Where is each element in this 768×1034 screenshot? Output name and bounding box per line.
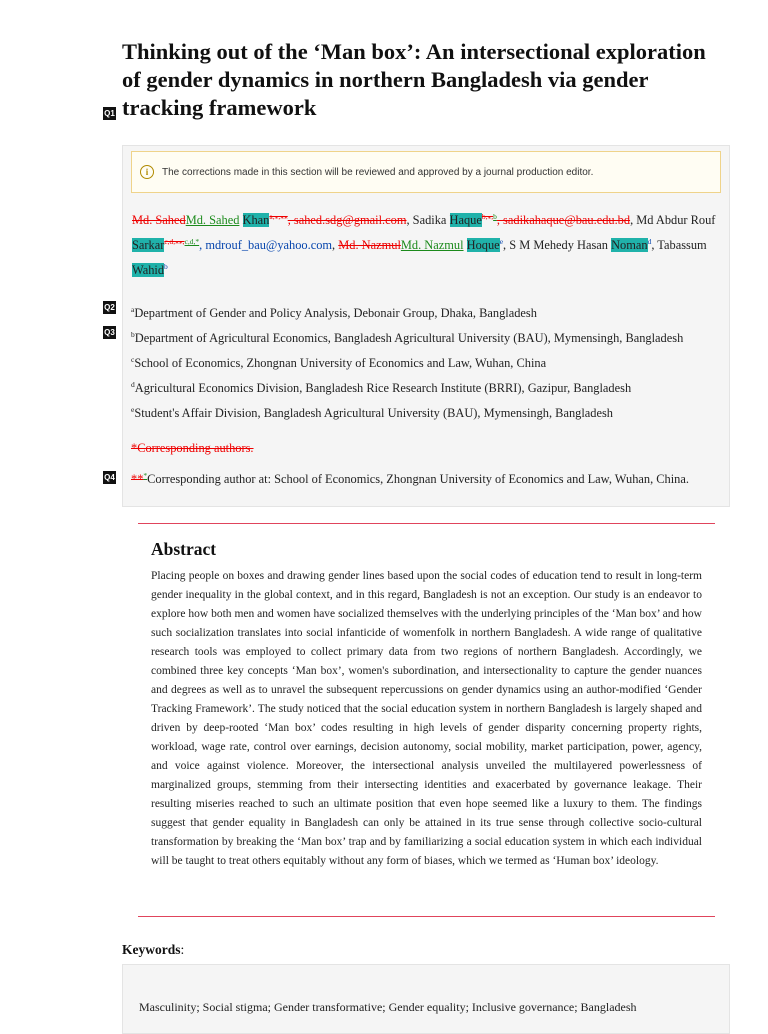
abstract-heading: Abstract [151,539,217,559]
author-correction-panel [122,145,730,507]
deleted-email[interactable]: , sahed.sdg@gmail.com [287,213,407,227]
author-surname[interactable]: Khan [242,213,270,227]
corresponding-author-text: Corresponding author at: School of Economics, Zhongnan University of Economics and Law, Wuhan, China. [147,472,689,486]
author-separator: , Tabassum [651,238,707,252]
deleted-text[interactable]: Md. Sahed [132,213,186,227]
inserted-text[interactable]: Md. Sahed [185,213,240,227]
editor-notice-text: The corrections made in this section will be reviewed and approved by a journal production editor. [162,166,594,178]
editor-notice [131,151,721,193]
affiliation-label: e [131,405,135,414]
info-icon: i [140,165,154,179]
keywords-list[interactable]: Masculinity; Social stigma; Gender transformative; Gender equality; Inclusive governance; Bangladesh [139,1000,637,1014]
deleted-marker[interactable]: ** [131,472,144,486]
author-surname[interactable]: Hoque [466,238,500,252]
affiliation-label: a [131,305,135,314]
query-marker-q2[interactable]: Q2 [104,303,115,312]
query-marker-q3[interactable]: Q3 [104,328,115,337]
keywords-label: Keywords [122,942,181,957]
affiliation-item[interactable] [131,302,537,321]
author-surname[interactable]: Sarkar [132,238,165,252]
query-marker-q1[interactable]: Q1 [104,109,115,118]
keywords-colon: : [180,942,185,957]
author-surname[interactable]: Haque [449,213,482,227]
abstract-bottom-rule [138,916,715,917]
article-title[interactable]: Thinking out of the ‘Man box’: An intersectional exploration of gender dynamics in northern Bangladesh via gender tracking framework [122,39,706,120]
affiliation-label: d [131,380,135,389]
author-separator: , S M Mehedy Hasan [503,238,612,252]
deleted-email[interactable]: , sadikahaque@bau.edu.bd [496,213,631,227]
author-email-link[interactable]: , mdrouf_bau@yahoo.com [199,238,333,252]
inserted-superscript[interactable]: b [493,212,497,221]
author-surname[interactable]: Wahid [132,263,165,277]
affiliation-text: Agricultural Economics Division, Bangladesh Rice Research Institute (BRRI), Gazipur, Bangladesh [134,381,632,396]
inserted-text[interactable]: Md. Nazmul [400,238,464,252]
affiliation-superscript[interactable]: e [499,237,504,246]
author-separator: , Sadika [406,213,450,227]
deleted-text[interactable]: Md. Nazmul [338,238,401,252]
inserted-superscript[interactable]: c,d,* [184,237,200,246]
query-marker-q4[interactable]: Q4 [104,473,115,482]
affiliation-superscript[interactable]: b [164,262,168,271]
affiliation-label: b [131,330,135,339]
affiliation-item[interactable] [131,352,546,371]
abstract-top-rule [138,523,715,524]
affiliation-text: Department of Agricultural Economics, Bangladesh Agricultural University (BAU), Mymensingh, Bangladesh [134,331,684,346]
affiliation-text: Department of Gender and Policy Analysis, Debonair Group, Dhaka, Bangladesh [134,306,537,321]
affiliation-label: c [131,355,135,364]
keywords-heading [122,942,184,958]
author-surname[interactable]: Noman [611,238,648,252]
author-separator: , [332,238,339,252]
deleted-superscript[interactable]: b,⁎, [481,212,494,221]
deleted-corresponding-line[interactable]: *Corresponding authors. [131,441,254,455]
author-separator: , Md Abdur Rouf [630,213,716,227]
abstract-text[interactable]: Placing people on boxes and drawing gender lines based upon the social codes of education tend to result in long-term gender inequality in the global context, and in this regard, Bangladesh is not an exception. Our study is an endeavor to explore how both men and women have socialized themselves with the underlying principles of the ‘Man box’ and how such socialization translates into social infanticide of womenfolk in northern Bangladesh. A wide range of qualitative research tools was employed to collect primary data from two regions of northern Bangladesh. Accordingly, we combined three key concepts ‘Man box’, women's subordination, and intersectionality to capture the gender nuances and degrees as well as to unravel the subsequent repercussions on gender dynamics using an author-modified ‘Gender Tracking Framework’. The study noticed that the social education system in northern Bangladesh is largely shaped and driven by deep-rooted ‘Man box’ codes resulting in high levels of gender disparity concerning property rights, workload, wage rate, control over earnings, decision autonomy, social mobility, market participation, power, agency, and voice against violence. Moreover, the intersectional analysis unveiled the multilayered powerlessness of marginalized groups, stemming from their intersecting identities and exacerbated by governance leakage. Their resulting miseries reached to such an ultimate position that even hope seemed like a luxury to them. The findings suggest that gender equality in Bangladesh can only be attained in its true sense through collective socio-cultural transformation by breaking the ‘Man box’ trap and by familiarizing a social education system in which each individual will be taught to treat others equitably without any form of biases, which we termed as ‘Human box’ ideology. [151,570,702,867]
deleted-superscript[interactable]: c,d,⁎⁎, [164,237,185,246]
deleted-superscript[interactable]: a,⁎,⁎⁎ [269,212,288,221]
affiliation-item[interactable] [131,377,631,396]
affiliation-item[interactable] [131,327,683,346]
affiliation-item[interactable] [131,402,613,421]
corresponding-author-note[interactable] [131,472,689,487]
affiliation-superscript[interactable]: d [647,237,652,246]
affiliation-text: Student's Affair Division, Bangladesh Agricultural University (BAU), Mymensingh, Bangladesh [134,406,613,421]
inserted-marker[interactable]: * [143,471,148,480]
affiliation-text: School of Economics, Zhongnan University of Economics and Law, Wuhan, China [134,356,547,371]
author-list[interactable] [132,208,717,283]
